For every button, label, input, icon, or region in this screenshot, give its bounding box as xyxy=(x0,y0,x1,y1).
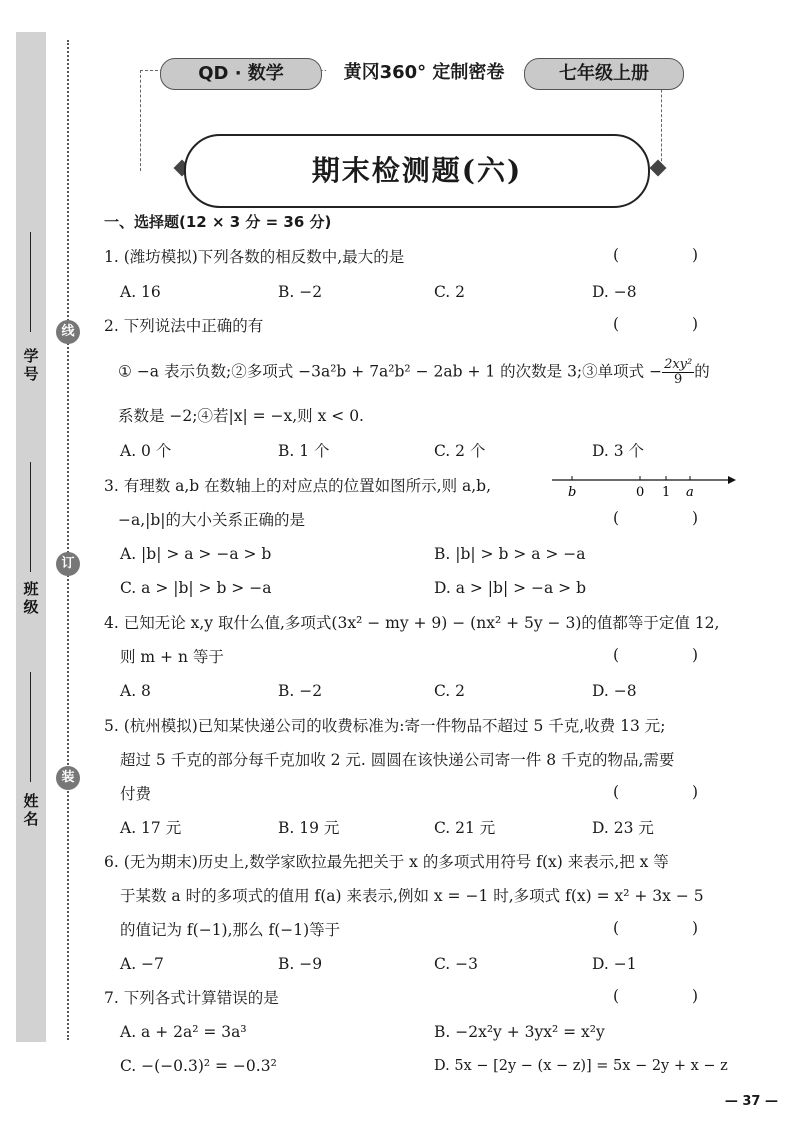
q2-line1-tail: 的 xyxy=(694,362,710,381)
q6-stem-line3: 的值记为 f(−1),那么 f(−1)等于 xyxy=(120,921,341,939)
q2-option-c: C. 2 个 xyxy=(434,442,486,460)
q6-option-d: D. −1 xyxy=(592,955,637,973)
q5-answer-blank: ( ) xyxy=(612,783,732,801)
q2-frac-denominator: 9 xyxy=(674,372,683,387)
q2-fraction xyxy=(662,358,694,387)
section-title: 一、选择题(12 × 3 分 = 36 分) xyxy=(104,213,332,231)
q5-option-c: C. 21 元 xyxy=(434,819,496,837)
q4-option-c: C. 2 xyxy=(434,682,466,700)
q3-stem-line1: 3. 有理数 a,b 在数轴上的对应点的位置如图所示,则 a,b, xyxy=(104,477,492,495)
q1-option-c: C. 2 xyxy=(434,283,466,301)
q2-statements-line1 xyxy=(118,358,736,387)
q5-option-a: A. 17 元 xyxy=(120,819,182,837)
q3-answer-blank: ( ) xyxy=(612,509,732,527)
q4-answer-blank: ( ) xyxy=(612,646,732,664)
label-1: 1 xyxy=(662,485,671,500)
q6-stem-line2: 于某数 a 时的多项式的值用 f(a) 来表示,例如 x = −1 时,多项式 f(x) = x² + 3x − 5 xyxy=(120,887,704,905)
q3-option-b: B. |b| > b > a > −a xyxy=(434,545,586,563)
page-number: — 37 — xyxy=(724,1094,778,1109)
exam-title: 期末检测题(六) xyxy=(184,134,650,208)
q4-stem-line1: 4. 已知无论 x,y 取什么值,多项式(3x² − my + 9) − (nx² + 5y − 3)的值都等于定值 12, xyxy=(104,614,720,632)
q4-stem-line2: 则 m + n 等于 xyxy=(120,648,224,666)
bind-mark-ding: 订 xyxy=(56,552,80,576)
q7-option-b: B. −2x²y + 3yx² = x²y xyxy=(434,1023,605,1041)
q2-line1-text: ① −a 表示负数;②多项式 −3a²b + 7a²b² − 2ab + 1 的次数是 3;③单项式 − xyxy=(118,362,663,381)
q3-option-a: A. |b| > a > −a > b xyxy=(120,545,272,563)
q7-stem: 7. 下列各式计算错误的是 xyxy=(104,989,279,1007)
q7-option-d: D. 5x − [2y − (x − z)] = 5x − 2y + x − z xyxy=(434,1058,728,1074)
banji-blank-line xyxy=(30,462,31,572)
bind-mark-xian: 线 xyxy=(56,320,80,344)
q3-number-line xyxy=(548,470,738,504)
q2-stem: 2. 下列说法中正确的有 xyxy=(104,317,264,335)
xuehao-label: 学号 xyxy=(23,347,39,383)
q4-option-b: B. −2 xyxy=(278,682,323,700)
xingming-blank-line xyxy=(30,672,31,782)
banji-label: 班级 xyxy=(23,580,39,616)
q2-option-b: B. 1 个 xyxy=(278,442,330,460)
xingming-label: 姓名 xyxy=(23,792,39,828)
subject-pill: QD · 数学 xyxy=(160,58,322,90)
bind-mark-zhuang: 装 xyxy=(56,766,80,790)
grade-pill: 七年级上册 xyxy=(524,58,684,90)
q5-option-d: D. 23 元 xyxy=(592,819,654,837)
q6-option-b: B. −9 xyxy=(278,955,323,973)
q3-option-d: D. a > |b| > −a > b xyxy=(434,579,587,597)
label-0: 0 xyxy=(636,485,645,500)
q6-option-c: C. −3 xyxy=(434,955,479,973)
number-line-arrow xyxy=(728,476,736,484)
series-title: 黄冈360° 定制密卷 xyxy=(326,58,522,88)
q2-frac-numerator: 2xy² xyxy=(664,357,693,372)
q6-answer-blank: ( ) xyxy=(612,919,732,937)
xuehao-blank-line xyxy=(30,232,31,332)
q1-option-d: D. −8 xyxy=(592,283,637,301)
q1-answer-blank: ( ) xyxy=(612,246,732,264)
q5-stem-line2: 超过 5 千克的部分每千克加收 2 元. 圆圆在该快递公司寄一件 8 千克的物品,需要 xyxy=(120,751,675,769)
q7-option-a: A. a + 2a² = 3a³ xyxy=(120,1023,247,1041)
binding-strip xyxy=(16,32,46,1042)
q5-stem-line3: 付费 xyxy=(120,785,152,803)
q4-option-a: A. 8 xyxy=(120,682,151,700)
q4-option-d: D. −8 xyxy=(592,682,637,700)
q2-statements-line2: 系数是 −2;④若|x| = −x,则 x < 0. xyxy=(118,407,364,425)
label-b: b xyxy=(568,485,577,500)
q1-option-a: A. 16 xyxy=(120,283,161,301)
binding-dashed-line xyxy=(67,40,69,1040)
q3-option-c: C. a > |b| > b > −a xyxy=(120,579,272,597)
q2-option-a: A. 0 个 xyxy=(120,442,172,460)
q2-answer-blank: ( ) xyxy=(612,315,732,333)
q7-option-c: C. −(−0.3)² = −0.3² xyxy=(120,1057,277,1075)
q5-stem-line1: 5. (杭州模拟)已知某快递公司的收费标准为:寄一件物品不超过 5 千克,收费 13 元; xyxy=(104,717,666,735)
q5-option-b: B. 19 元 xyxy=(278,819,340,837)
q6-stem-line1: 6. (无为期末)历史上,数学家欧拉最先把关于 x 的多项式用符号 f(x) 来表示,把 x 等 xyxy=(104,853,669,871)
q6-option-a: A. −7 xyxy=(120,955,164,973)
q2-option-d: D. 3 个 xyxy=(592,442,645,460)
q1-stem: 1. (潍坊模拟)下列各数的相反数中,最大的是 xyxy=(104,248,405,266)
q7-answer-blank: ( ) xyxy=(612,987,732,1005)
q1-option-b: B. −2 xyxy=(278,283,323,301)
q3-stem-line2: −a,|b|的大小关系正确的是 xyxy=(118,511,306,529)
label-a: a xyxy=(686,485,694,500)
